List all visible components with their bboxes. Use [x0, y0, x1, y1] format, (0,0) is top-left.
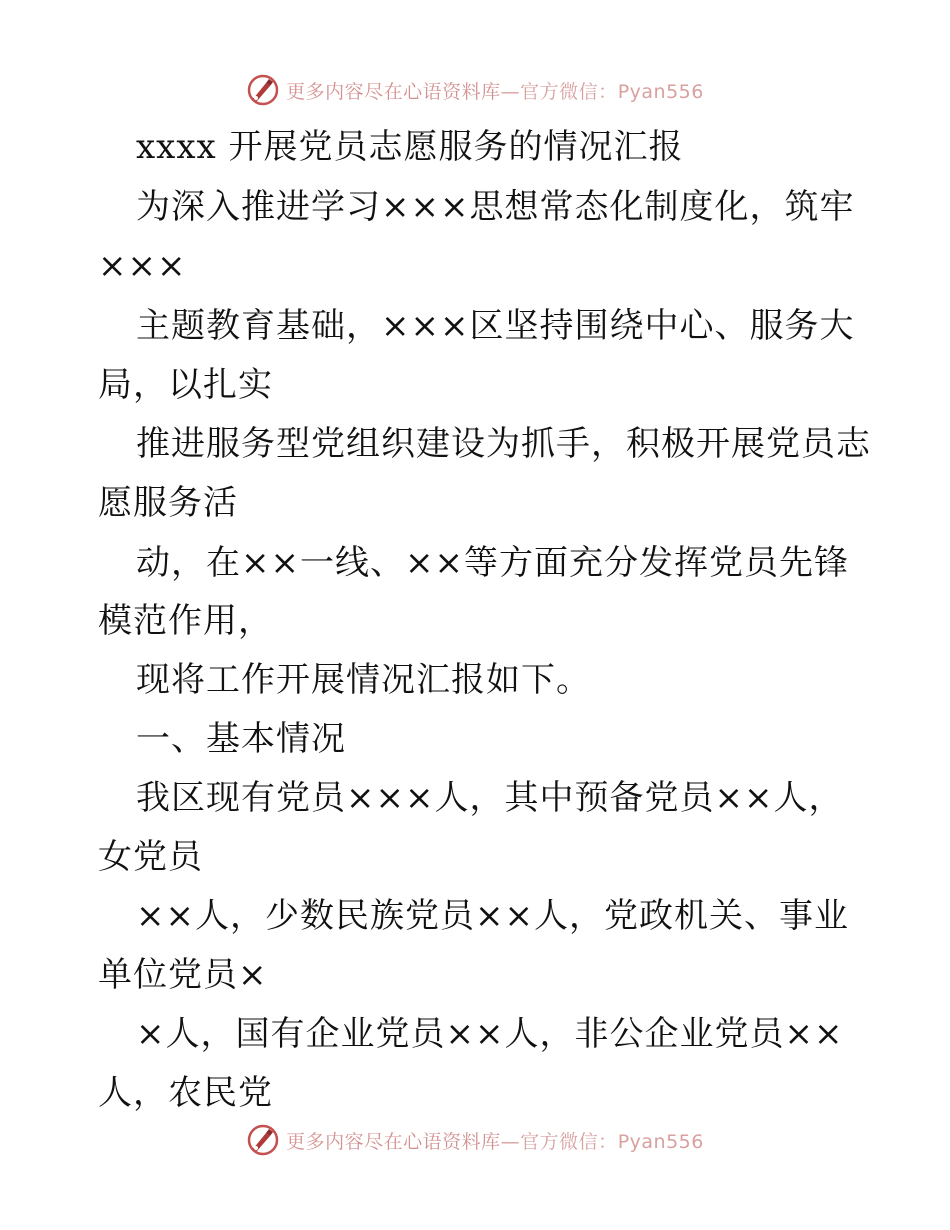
paragraph-line: 单位党员×	[98, 955, 268, 995]
paragraph-line: 现将工作开展情况汇报如下。	[136, 660, 591, 700]
section-heading: 一、基本情况	[136, 719, 346, 759]
paragraph-line: 人，农民党	[98, 1073, 273, 1113]
paragraph-line: 女党员	[98, 837, 203, 877]
banner-text: 更多内容尽在心语资料库—官方微信：Pyan556	[286, 1130, 704, 1153]
paragraph-line: 我区现有党员×××人，其中预备党员××人，	[136, 778, 844, 818]
pen-seal-icon	[246, 73, 280, 107]
paragraph-line: ××人，少数民族党员××人，党政机关、事业	[136, 896, 849, 936]
paragraph-line: 模范作用，	[98, 601, 273, 641]
paragraph-line: 动，在××一线、××等方面充分发挥党员先锋	[136, 543, 849, 583]
paragraph-line: 局，以扎实	[98, 365, 273, 405]
paragraph-line: ×××	[98, 246, 187, 286]
header-banner	[0, 70, 950, 110]
paragraph-line: ×人，国有企业党员××人，非公企业党员××	[136, 1014, 844, 1054]
document-title: xxxx 开展党员志愿服务的情况汇报	[136, 127, 684, 167]
footer-banner	[0, 1120, 950, 1160]
paragraph-line: 推进服务型党组织建设为抓手，积极开展党员志	[136, 424, 871, 464]
banner-text: 更多内容尽在心语资料库—官方微信：Pyan556	[286, 80, 704, 103]
paragraph-line: 为深入推进学习×××思想常态化制度化，筑牢	[136, 187, 855, 227]
pen-seal-icon	[246, 1123, 280, 1157]
paragraph-line: 主题教育基础，×××区坚持围绕中心、服务大	[136, 306, 855, 346]
paragraph-line: 愿服务活	[98, 483, 238, 523]
